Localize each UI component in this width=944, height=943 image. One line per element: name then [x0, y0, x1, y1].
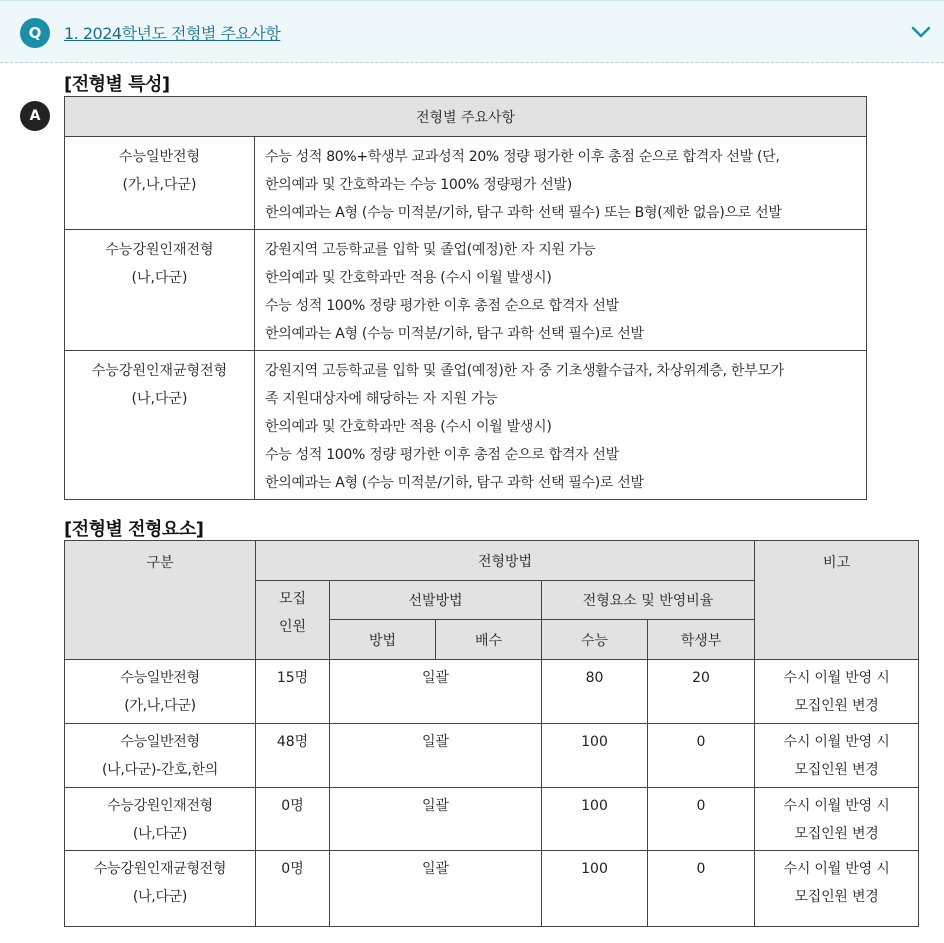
- header-multiple: 배수: [436, 620, 542, 660]
- admission-characteristics-table: [64, 96, 867, 500]
- note-cell: [755, 660, 919, 724]
- record-cell: 0: [648, 851, 755, 927]
- admission-description-cell: [255, 230, 867, 351]
- header-note: 비고: [755, 541, 919, 660]
- note-cell: [755, 724, 919, 788]
- csat-cell: 100: [542, 724, 648, 788]
- header-method: 방법: [330, 620, 436, 660]
- admission-description-cell: [255, 137, 867, 230]
- table-row: [65, 724, 919, 788]
- description-line: 한의예과 및 간호학과만 적용 (수시 이월 발생시): [265, 270, 552, 286]
- header-selection: 선발방법: [330, 581, 542, 620]
- faq-question-header[interactable]: [0, 0, 944, 63]
- record-cell: 0: [648, 724, 755, 788]
- csat-cell: 100: [542, 788, 648, 851]
- description-line: 한의예과는 A형 (수능 미적분/기하, 탐구 과학 선택 필수) 또는 B형(제한 없음)으로 선발: [265, 205, 782, 221]
- table-row: [65, 230, 867, 351]
- section-title-characteristics: [전형별 특성]: [64, 74, 170, 95]
- description-line: 강원지역 고등학교를 입학 및 졸업(예정)한 자 지원 가능: [265, 242, 596, 258]
- admission-elements-table: [64, 540, 919, 927]
- category-group: (나,다군)-간호,한의: [102, 762, 218, 778]
- category-group: (나,다군): [132, 826, 188, 842]
- table-header-row: [65, 541, 919, 581]
- header-csat: 수능: [542, 620, 648, 660]
- header-method-group: 전형방법: [256, 541, 755, 581]
- header-quota-line2: 인원: [278, 619, 307, 635]
- note-line: 모집인원 변경: [794, 698, 879, 714]
- chevron-down-icon[interactable]: [910, 23, 932, 41]
- note-line: 수시 이월 반영 시: [783, 670, 890, 686]
- quota-cell: 0명: [256, 788, 330, 851]
- description-line: 수능 성적 100% 정량 평가한 이후 총점 순으로 합격자 선발: [265, 447, 619, 463]
- method-cell: 일괄: [330, 724, 542, 788]
- method-cell: 일괄: [330, 660, 542, 724]
- quota-cell: 15명: [256, 660, 330, 724]
- table-header: 전형별 주요사항: [65, 97, 867, 137]
- csat-cell: 80: [542, 660, 648, 724]
- method-cell: 일괄: [330, 851, 542, 927]
- csat-cell: 100: [542, 851, 648, 927]
- record-cell: 0: [648, 788, 755, 851]
- note-cell: [755, 851, 919, 927]
- admission-type-name: 수능강원인재전형: [105, 242, 214, 258]
- category-cell: [65, 851, 256, 927]
- admission-type-cell: [65, 137, 255, 230]
- table-row: [65, 137, 867, 230]
- quota-cell: 0명: [256, 851, 330, 927]
- table-row: [65, 660, 919, 724]
- description-line: 강원지역 고등학교를 입학 및 졸업(예정)한 자 중 기초생활수급자, 차상위계층, 한부모가: [265, 363, 784, 379]
- note-line: 모집인원 변경: [794, 762, 879, 778]
- header-quota: [256, 581, 330, 660]
- description-line: 한의예과는 A형 (수능 미적분/기하, 탐구 과학 선택 필수)로 선발: [265, 475, 644, 491]
- header-school-record: 학생부: [648, 620, 755, 660]
- category-cell: [65, 788, 256, 851]
- table-row: [65, 851, 919, 927]
- table-row: [65, 788, 919, 851]
- table-header-row: [65, 97, 867, 137]
- description-line: 한의예과 및 간호학과만 적용 (수시 이월 발생시): [265, 419, 552, 435]
- description-line: 한의예과는 A형 (수능 미적분/기하, 탐구 과학 선택 필수)로 선발: [265, 326, 644, 342]
- admission-type-group: (나,다군): [131, 391, 188, 407]
- category-name: 수능일반전형: [120, 670, 200, 686]
- quota-cell: 48명: [256, 724, 330, 788]
- record-cell: 20: [648, 660, 755, 724]
- table-row: [65, 351, 867, 500]
- section-title-elements: [전형별 전형요소]: [64, 519, 204, 540]
- admission-type-group: (나,다군): [131, 270, 188, 286]
- note-line: 모집인원 변경: [794, 826, 879, 842]
- note-cell: [755, 788, 919, 851]
- description-line: 수능 성적 100% 정량 평가한 이후 총점 순으로 합격자 선발: [265, 298, 619, 314]
- category-name: 수능강원인재전형: [107, 798, 213, 814]
- answer-badge: A: [20, 101, 50, 131]
- description-line: 수능 성적 80%+학생부 교과성적 20% 정량 평가한 이후 총점 순으로 합격자 선발 (단,: [265, 149, 780, 165]
- note-line: 수시 이월 반영 시: [783, 734, 890, 750]
- admission-type-group: (가,나,다군): [122, 177, 197, 193]
- admission-type-cell: [65, 230, 255, 351]
- description-line: 족 지원대상자에 해당하는 자 지원 가능: [265, 391, 498, 407]
- admission-type-name: 수능일반전형: [118, 149, 201, 165]
- category-cell: [65, 724, 256, 788]
- admission-type-name: 수능강원인재균형전형: [91, 363, 228, 379]
- note-line: 수시 이월 반영 시: [783, 798, 890, 814]
- admission-type-cell: [65, 351, 255, 500]
- category-group: (나,다군): [132, 889, 188, 905]
- note-line: 수시 이월 반영 시: [783, 861, 890, 877]
- header-category: 구분: [65, 541, 256, 660]
- category-name: 수능일반전형: [120, 734, 200, 750]
- header-elements: 전형요소 및 반영비율: [542, 581, 755, 620]
- note-line: 모집인원 변경: [794, 889, 879, 905]
- question-badge: Q: [20, 18, 50, 48]
- header-quota-line1: 모집: [278, 591, 307, 607]
- category-name: 수능강원인재균형전형: [93, 861, 227, 877]
- method-cell: 일괄: [330, 788, 542, 851]
- category-group: (가,나,다군): [124, 698, 196, 714]
- category-cell: [65, 660, 256, 724]
- question-title-link[interactable]: 1. 2024학년도 전형별 주요사항: [64, 24, 281, 43]
- admission-description-cell: [255, 351, 867, 500]
- description-line: 한의예과 및 간호학과는 수능 100% 정량평가 선발): [265, 177, 572, 193]
